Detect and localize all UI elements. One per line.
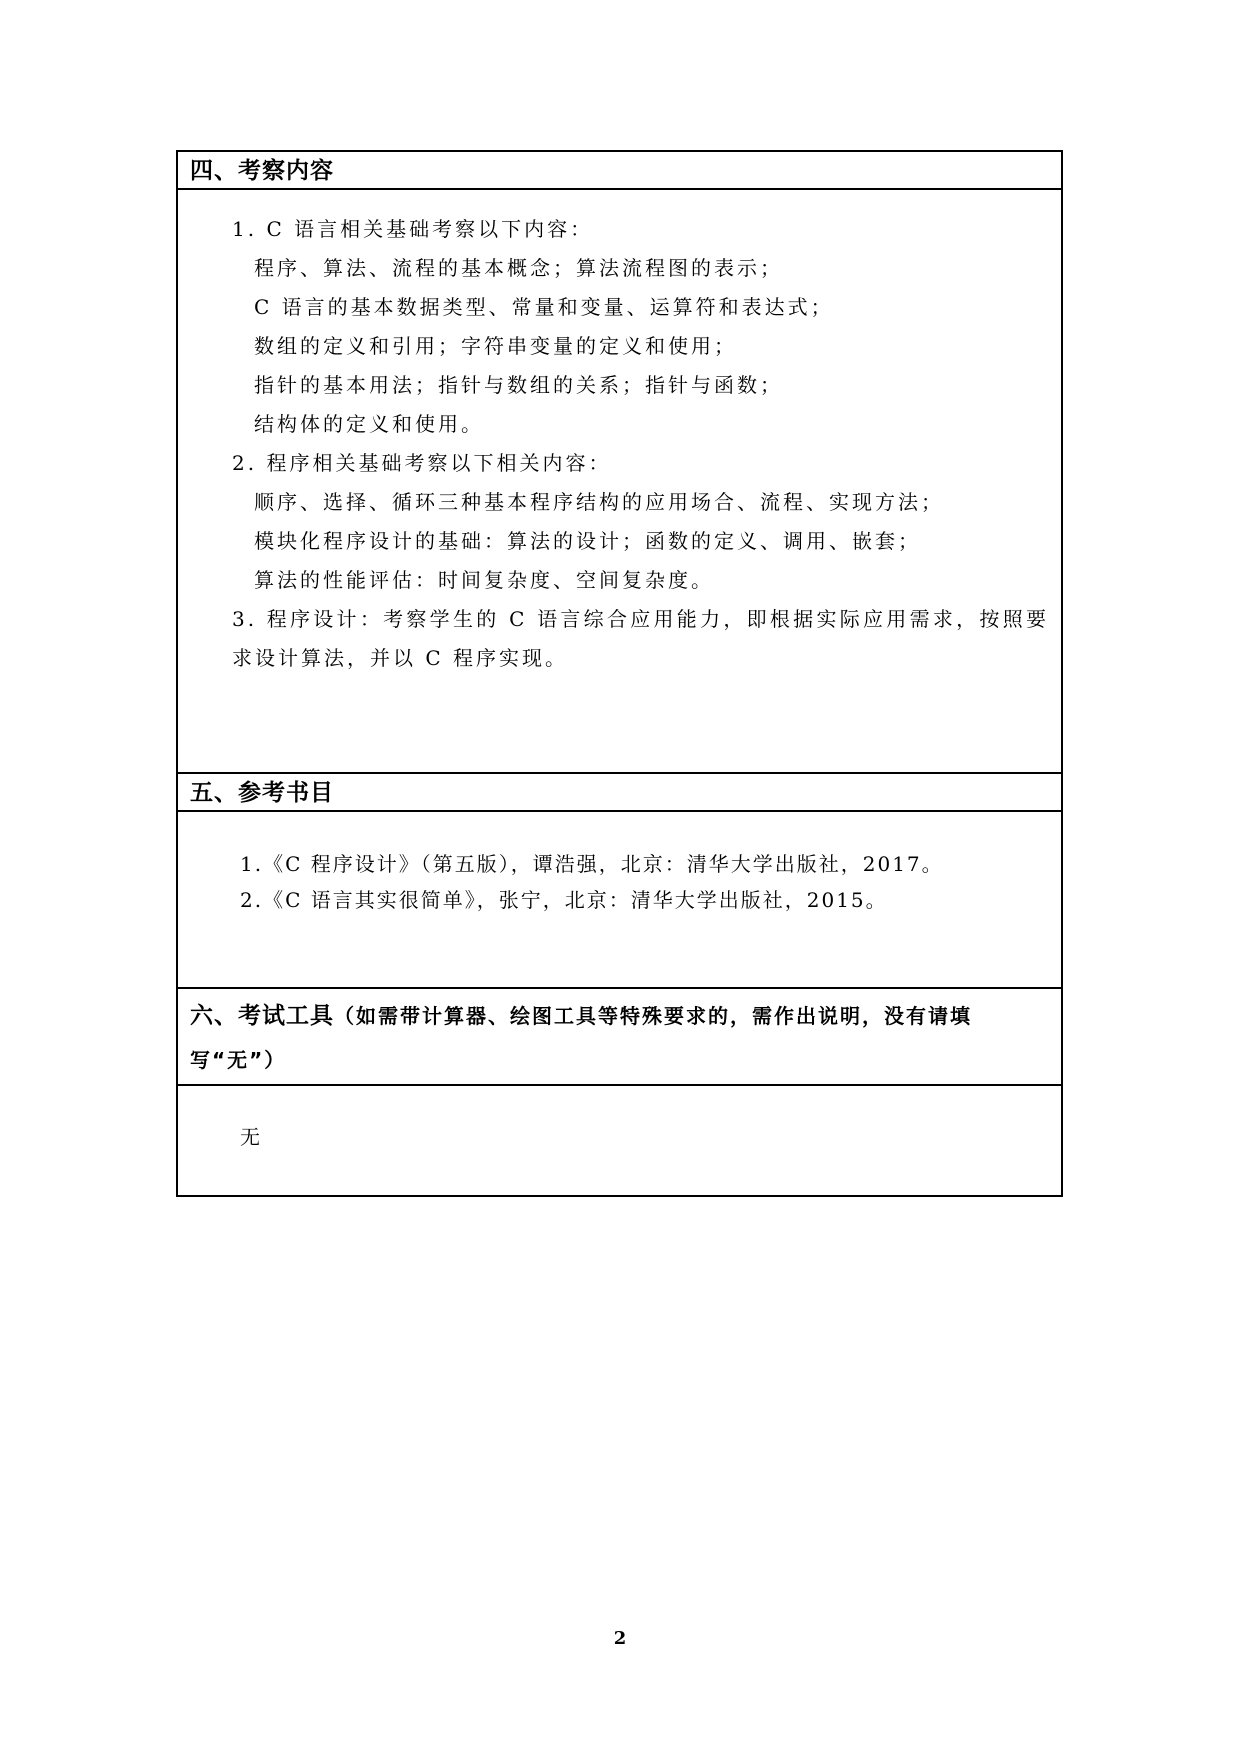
exam-content-subitem: 算法的性能评估：时间复杂度、空间复杂度。 (254, 568, 714, 592)
exam-content-subitem: 数组的定义和引用；字符串变量的定义和使用； (254, 334, 737, 358)
exam-tools-value: 无 (240, 1125, 263, 1149)
exam-content-item: 3. 程序设计：考察学生的 C 语言综合应用能力，即根据实际应用需求，按照要求设计算法，并以 C 程序实现。 (232, 607, 1049, 670)
section-4-header (178, 152, 1061, 190)
exam-content-subitem: 顺序、选择、循环三种基本程序结构的应用场合、流程、实现方法； (254, 490, 944, 514)
section-5-body (178, 812, 1061, 989)
exam-content-item: 1. C 语言相关基础考察以下内容： (232, 217, 594, 241)
section-6-body (178, 1086, 1061, 1195)
section-5-title: 五、参考书目 (190, 780, 334, 806)
exam-content-subitem: 指针的基本用法；指针与数组的关系；指针与函数； (254, 373, 783, 397)
exam-content-subitem: 模块化程序设计的基础：算法的设计；函数的定义、调用、嵌套； (254, 529, 921, 553)
exam-content-item: 2. 程序相关基础考察以下相关内容： (232, 451, 612, 475)
exam-content-subitem: 结构体的定义和使用。 (254, 412, 484, 436)
section-6-title-note: （如需带计算器、绘图工具等特殊要求的，需作出说明，没有请填写“无”） (190, 1004, 972, 1072)
exam-content-subitem: C 语言的基本数据类型、常量和变量、运算符和表达式； (254, 295, 834, 319)
reference-book-item: 2.《C 语言其实很简单》，张宁，北京：清华大学出版社，2015。 (240, 888, 888, 912)
reference-book-item: 1.《C 程序设计》（第五版），谭浩强，北京：清华大学出版社，2017。 (240, 852, 944, 876)
page-number: 2 (613, 1628, 627, 1649)
exam-info-table (176, 150, 1063, 1197)
section-4-title: 四、考察内容 (190, 158, 334, 184)
section-6-header (178, 989, 1061, 1086)
section-4-body (178, 190, 1061, 774)
section-5-header (178, 774, 1061, 812)
exam-content-subitem: 程序、算法、流程的基本概念；算法流程图的表示； (254, 256, 783, 280)
section-6-title: 六、考试工具 (190, 1003, 334, 1029)
